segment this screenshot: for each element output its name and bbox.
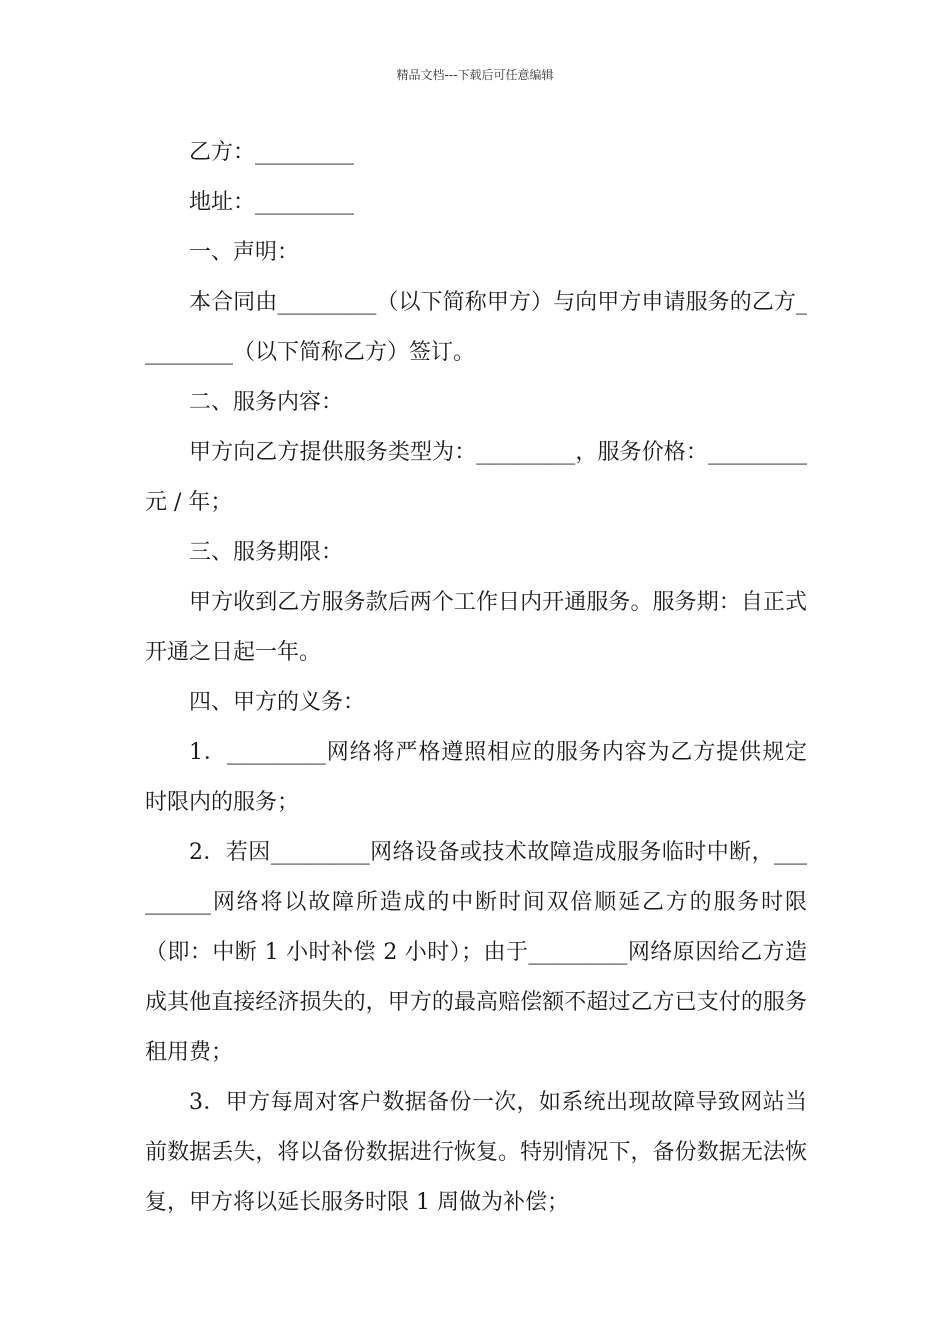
duty-item-1: 1．_________网络将严格遵照相应的服务内容为乙方提供规定时限内的服务； bbox=[145, 740, 807, 815]
page-header: 精品文档---下载后可任意编辑 bbox=[396, 68, 554, 82]
contract-body bbox=[145, 128, 807, 1228]
duty-item-3: 3．甲方每周对客户数据备份一次，如系统出现故障导致网站当前数据丢失，将以备份数据进行恢复。特别情况下，备份数据无法恢复，甲方将以延长服务时限 1 周做为补偿； bbox=[145, 1090, 807, 1215]
service-content-paragraph: 甲方向乙方提供服务类型为：_________，服务价格：_________元 / 年； bbox=[145, 440, 807, 515]
section-party-a-duties-heading: 四、甲方的义务： bbox=[189, 690, 366, 715]
service-term-paragraph: 甲方收到乙方服务款后两个工作日内开通服务。服务期：自正式开通之日起一年。 bbox=[145, 590, 807, 665]
address-line: 地址：_________ bbox=[189, 190, 355, 215]
section-declaration-heading: 一、声明： bbox=[189, 240, 300, 265]
declaration-paragraph: 本合同由_________（以下简称甲方）与向甲方申请服务的乙方_________（以下简称乙方）签订。 bbox=[145, 290, 807, 365]
party-b-line: 乙方：_________ bbox=[189, 140, 355, 165]
section-service-content-heading: 二、服务内容： bbox=[189, 390, 344, 415]
section-service-term-heading: 三、服务期限： bbox=[189, 540, 344, 565]
duty-item-2: 2．若因_________网络设备或技术故障造成服务临时中断，_________网络将以故障所造成的中断时间双倍顺延乙方的服务时限（即：中断 1 小时补偿 2 小时）；由于_________网络原因给乙方造成其他直接经济损失的，甲方的最高赔偿额不超过乙方已支付的服务租用费； bbox=[145, 840, 807, 1065]
